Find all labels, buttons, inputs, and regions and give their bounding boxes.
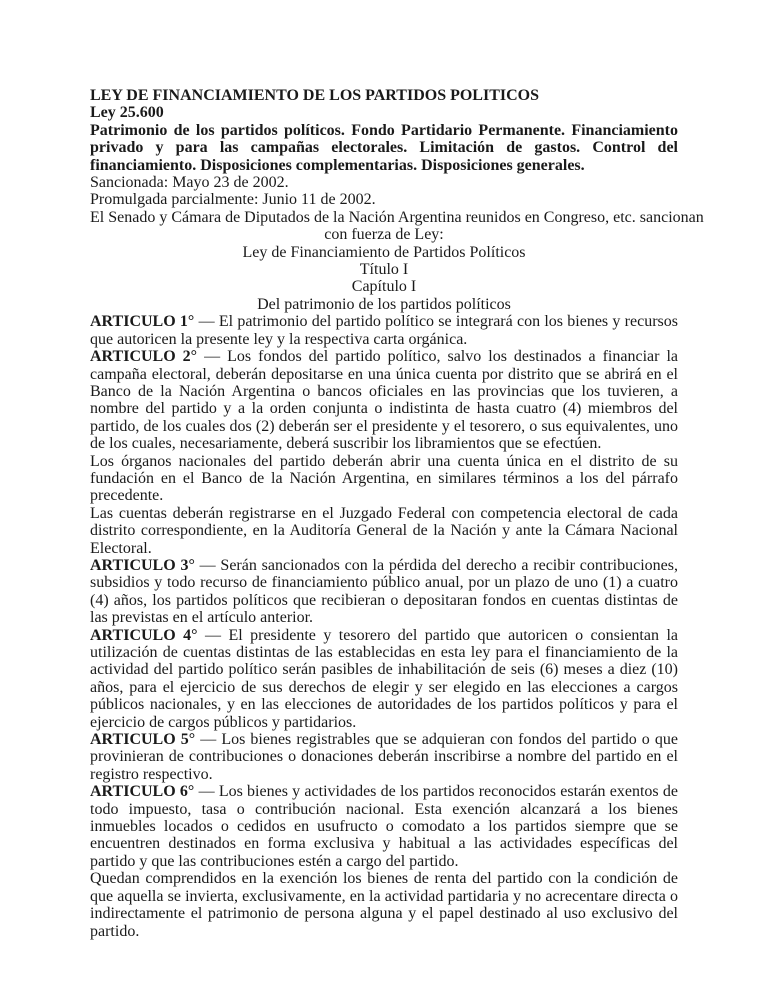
law-number: Ley 25.600 xyxy=(90,104,164,122)
doc-title: LEY DE FINANCIAMIENTO DE LOS PARTIDOS POLITICOS xyxy=(90,87,539,104)
article-5-number: ARTICULO 5° xyxy=(90,731,196,749)
article-1 xyxy=(90,313,678,348)
law-summary: Patrimonio de los partidos políticos. Fondo Partidario Permanente. Financiamiento privado y para las campañas electorales. Limitación de gastos. Control del financiamiento. Disposiciones complementarias. Disposiciones generales. xyxy=(90,121,678,174)
article-4-number: ARTICULO 4° xyxy=(90,626,198,644)
preamble-line-2: con fuerza de Ley: xyxy=(324,226,444,244)
article-4-text: — El presidente y tesorero del partido que autoricen o consientan la utilización de cuentas distintas de las establecidas en esta ley para el financiamiento de la actividad del partido político serán pasibles de inhabilitación de seis (6) meses a diez (10) años, para el ejercicio de sus derechos de elegir y ser elegido en las elecciones a cargos públicos nacionales, y en las elecciones de autoridades de los partidos políticos y para el ejercicio de cargos públicos y partidarios. xyxy=(90,626,678,731)
title-heading: Título I xyxy=(359,261,409,279)
article-6 xyxy=(90,783,678,870)
promulgation-date-line: Promulgada parcialmente: Junio 11 de 2002. xyxy=(90,191,376,209)
document-page xyxy=(90,87,704,940)
article-2-paragraph-cuentas: Las cuentas deberán registrarse en el Juzgado Federal con competencia electoral de cada distrito correspondiente, en la Auditoría General de la Nación y ante la Cámara Nacional Electoral. xyxy=(90,504,678,557)
article-4 xyxy=(90,627,678,731)
sanction-date-line: Sancionada: Mayo 23 de 2002. xyxy=(90,174,289,192)
article-6-paragraph-quedan: Quedan comprendidos en la exención los bienes de renta del partido con la condición de que aquella se invierta, exclusivamente, en la actividad partidaria y no acrecentare directa o indirectamente el patrimonio de persona alguna y el papel destinado al uso exclusivo del partido. xyxy=(90,870,678,940)
article-3-number: ARTICULO 3° xyxy=(90,556,195,574)
article-2-paragraph-organos: Los órganos nacionales del partido deberán abrir una cuenta única en el distrito de su fundación en el Banco de la Nación Argentina, en similares términos a los del párrafo precedente. xyxy=(90,452,678,505)
article-3-text: — Serán sancionados con la pérdida del derecho a recibir contribuciones, subsidios y todo recurso de financiamiento público anual, por un plazo de uno (1) a cuatro (4) años, los partidos políticos que recibieran o depositaran fondos en cuentas distintas de las previstas en el artículo anterior. xyxy=(90,556,678,627)
section-heading: Del patrimonio de los partidos políticos xyxy=(257,295,511,313)
chapter-heading: Capítulo I xyxy=(351,278,417,296)
article-2-text: — Los fondos del partido político, salvo los destinados a financiar la campaña electoral, deberán depositarse en una única cuenta por distrito que se abrirá en el Banco de la Nación Argentina o bancos oficiales en las provincias que los tuvieren, a nombre del partido y a la orden conjunta o indistinta de hasta cuatro (4) miembros del partido, de los cuales dos (2) deberán ser el presidente y el tesorero, o sus equivalentes, uno de los cuales, necesariamente, deberá suscribir los libramientos que se efectúen. xyxy=(90,348,679,453)
article-5-text: — Los bienes registrables que se adquieran con fondos del partido o que provinieran de contribuciones o donaciones deberán inscribirse a nombre del partido en el registro respectivo. xyxy=(90,731,678,783)
article-6-number: ARTICULO 6° xyxy=(90,783,195,801)
article-1-text: — El patrimonio del partido político se integrará con los bienes y recursos que autoricen la presente ley y la respectiva carta orgánica. xyxy=(90,313,678,348)
article-6-text: — Los bienes y actividades de los partidos reconocidos estarán exentos de todo impuesto, tasa o contribución nacional. Esta exención alcanzará a los bienes inmuebles locados o cedidos en usufructo o comodato a los partidos siempre que se encuentren destinados en forma exclusiva y habitual a las actividades específicas del partido y que las contribuciones estén a cargo del partido. xyxy=(90,783,679,870)
article-1-number: ARTICULO 1° xyxy=(90,313,195,331)
article-3 xyxy=(90,557,678,627)
law-name-heading: Ley de Financiamiento de Partidos Políticos xyxy=(242,243,526,261)
preamble-line-1: El Senado y Cámara de Diputados de la Nación Argentina reunidos en Congreso, etc. sancionan xyxy=(90,208,704,226)
article-2-number: ARTICULO 2° xyxy=(90,348,198,366)
article-5 xyxy=(90,731,678,783)
article-2 xyxy=(90,348,678,452)
